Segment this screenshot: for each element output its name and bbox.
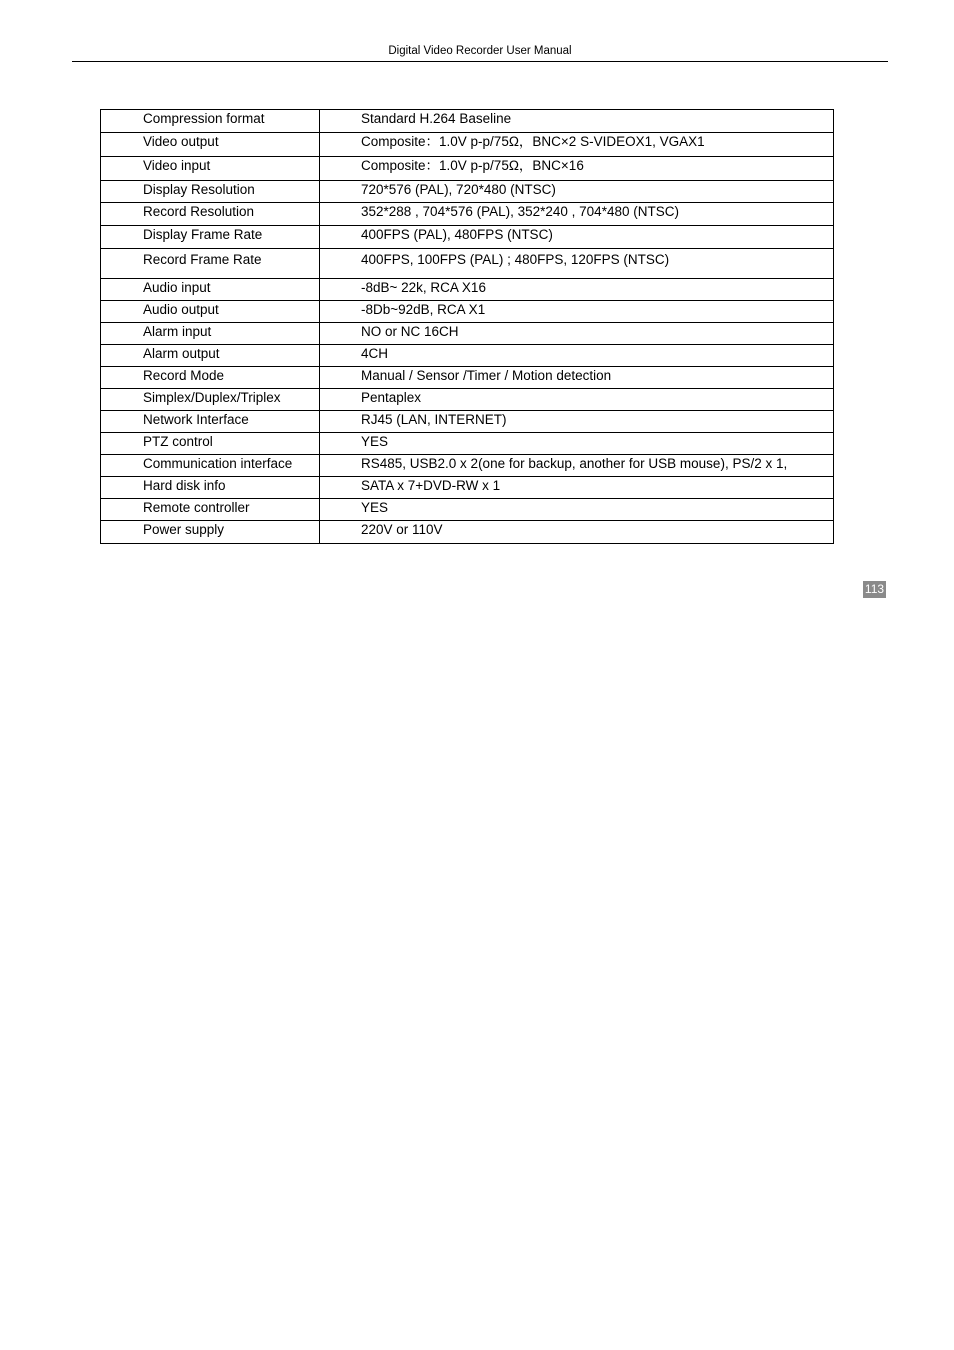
spec-label: Alarm output bbox=[101, 345, 320, 367]
spec-label: Remote controller bbox=[101, 499, 320, 521]
table-row bbox=[101, 367, 834, 389]
spec-value: RS485, USB2.0 x 2(one for backup, another for USB mouse), PS/2 x 1, bbox=[320, 455, 834, 477]
spec-label: Power supply bbox=[101, 521, 320, 544]
spec-value: -8Db~92dB, RCA X1 bbox=[320, 301, 834, 323]
table-row bbox=[101, 323, 834, 345]
table-row bbox=[101, 433, 834, 455]
table-row bbox=[101, 110, 834, 133]
spec-label: Hard disk info bbox=[101, 477, 320, 499]
spec-value: Composite：1.0V p-p/75Ω，BNC×2 S-VIDEOX1, VGAX1 bbox=[320, 133, 834, 157]
spec-label: Record Frame Rate bbox=[101, 249, 320, 279]
spec-value: Standard H.264 Baseline bbox=[320, 110, 834, 133]
header-divider bbox=[72, 61, 888, 62]
spec-label: Display Resolution bbox=[101, 181, 320, 203]
table-row bbox=[101, 521, 834, 544]
spec-value: RJ45 (LAN, INTERNET) bbox=[320, 411, 834, 433]
page-header-title: Digital Video Recorder User Manual bbox=[388, 45, 572, 57]
spec-label: Video input bbox=[101, 157, 320, 181]
table-row bbox=[101, 477, 834, 499]
spec-label: Compression format bbox=[101, 110, 320, 133]
table-row bbox=[101, 226, 834, 249]
spec-label: Display Frame Rate bbox=[101, 226, 320, 249]
table-row bbox=[101, 133, 834, 157]
spec-label: Video output bbox=[101, 133, 320, 157]
spec-label: Audio input bbox=[101, 279, 320, 301]
spec-label: Communication interface bbox=[101, 455, 320, 477]
table-row bbox=[101, 203, 834, 226]
spec-label: Alarm input bbox=[101, 323, 320, 345]
spec-value: 220V or 110V bbox=[320, 521, 834, 544]
spec-value: SATA x 7+DVD-RW x 1 bbox=[320, 477, 834, 499]
spec-value: Manual / Sensor /Timer / Motion detection bbox=[320, 367, 834, 389]
spec-value: 720*576 (PAL), 720*480 (NTSC) bbox=[320, 181, 834, 203]
spec-value: -8dB~ 22k, RCA X16 bbox=[320, 279, 834, 301]
spec-label: PTZ control bbox=[101, 433, 320, 455]
spec-value: Pentaplex bbox=[320, 389, 834, 411]
spec-value: YES bbox=[320, 499, 834, 521]
spec-value: NO or NC 16CH bbox=[320, 323, 834, 345]
table-row bbox=[101, 157, 834, 181]
page-number: 113 bbox=[864, 582, 885, 596]
table-row bbox=[101, 301, 834, 323]
table-row bbox=[101, 181, 834, 203]
table-row bbox=[101, 499, 834, 521]
spec-label: Record Mode bbox=[101, 367, 320, 389]
table-row bbox=[101, 345, 834, 367]
table-row bbox=[101, 455, 834, 477]
spec-label: Network Interface bbox=[101, 411, 320, 433]
spec-label: Simplex/Duplex/Triplex bbox=[101, 389, 320, 411]
spec-value: 352*288 , 704*576 (PAL), 352*240 , 704*480 (NTSC) bbox=[320, 203, 834, 226]
spec-value: YES bbox=[320, 433, 834, 455]
specifications-table bbox=[100, 109, 834, 544]
spec-value: 400FPS (PAL), 480FPS (NTSC) bbox=[320, 226, 834, 249]
table-row bbox=[101, 389, 834, 411]
table-row bbox=[101, 249, 834, 279]
table-row bbox=[101, 411, 834, 433]
table-row bbox=[101, 279, 834, 301]
spec-value: 4CH bbox=[320, 345, 834, 367]
spec-value: Composite：1.0V p-p/75Ω，BNC×16 bbox=[320, 157, 834, 181]
spec-label: Record Resolution bbox=[101, 203, 320, 226]
spec-value: 400FPS, 100FPS (PAL) ; 480FPS, 120FPS (NTSC) bbox=[320, 249, 834, 279]
spec-label: Audio output bbox=[101, 301, 320, 323]
